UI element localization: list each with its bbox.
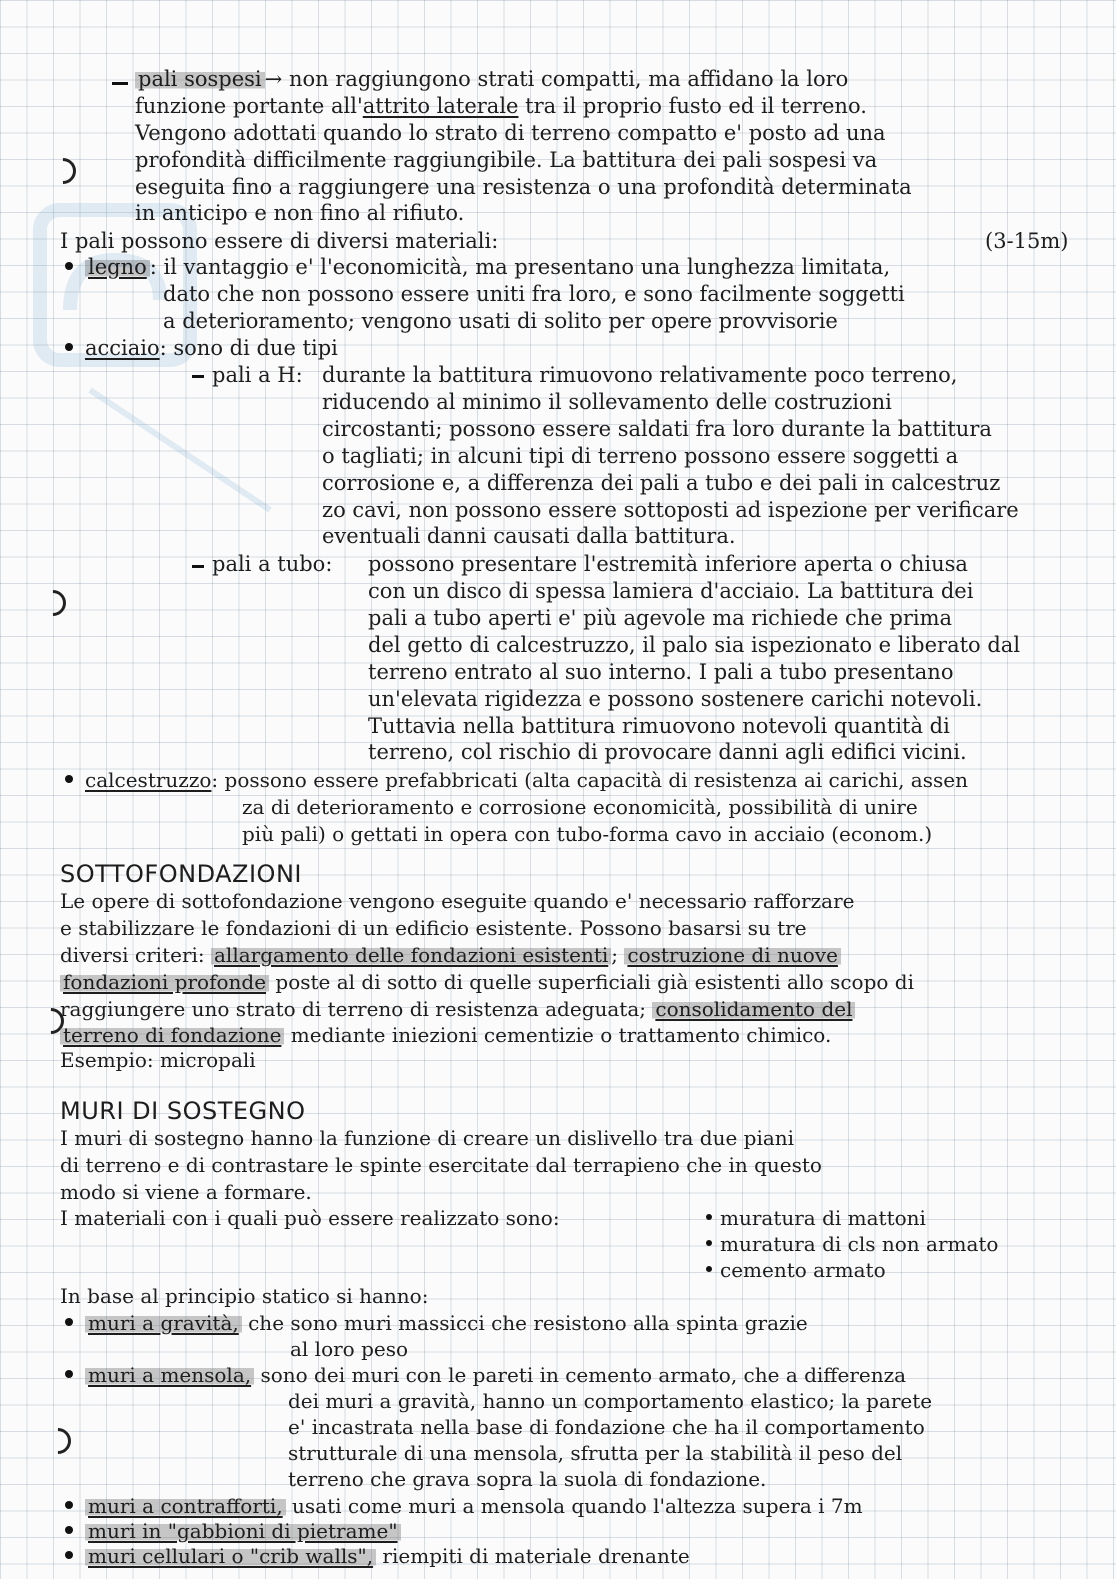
material-item: cemento armato <box>720 1258 886 1282</box>
text-line: dato che non possono essere uniti fra loro, e sono facilmente soggetti <box>163 282 905 306</box>
bullet-icon <box>65 1370 73 1378</box>
text-line <box>85 1518 401 1544</box>
text-line <box>60 1022 831 1048</box>
text-line: e stabilizzare le fondazioni di un edificio esistente. Possono basarsi su tre <box>60 916 807 940</box>
text-line: o tagliati; in alcuni tipi di terreno possono essere soggetti a <box>322 444 959 468</box>
text: tra il proprio fusto ed il terreno. <box>518 94 867 118</box>
text-line: eseguita fino a raggiungere una resistenza o una profondità determinata <box>135 175 912 199</box>
text-line <box>85 335 338 361</box>
term-calcestruzzo: calcestruzzo <box>85 768 212 792</box>
text-line: modo si viene a formare. <box>60 1180 312 1204</box>
text-line <box>85 1493 863 1519</box>
text-line: durante la battitura rimuovono relativamente poco terreno, <box>322 363 958 387</box>
text-line: za di deterioramento e corrosione economicità, possibilità di unire <box>242 795 918 819</box>
criterio-terreno-fondazione: terreno di fondazione <box>60 1023 284 1047</box>
bullet-icon <box>65 343 73 351</box>
text-line: strutturale di una mensola, sfrutta per la stabilità il peso del <box>288 1441 903 1465</box>
criterio-consolidamento: consolidamento del <box>652 997 855 1021</box>
text-line: Tuttavia nella battitura rimuovono notevoli quantità di <box>368 714 950 738</box>
text-line: eventuali danni causati dalla battitura. <box>322 524 736 548</box>
text-line <box>85 1310 808 1336</box>
material-item: muratura di cls non armato <box>720 1232 999 1256</box>
text: ; <box>611 943 625 967</box>
text-line: riducendo al minimo il sollevamento delle costruzioni <box>322 390 892 414</box>
term-legno: legno <box>85 255 150 279</box>
text: funzione portante all' <box>135 94 363 118</box>
text: non raggiungono strati compatti, ma affidano la loro <box>288 67 849 91</box>
sub-label: pali a H: <box>212 363 303 387</box>
text-line: profondità difficilmente raggiungibile. La battitura dei pali sospesi va <box>135 148 878 172</box>
text-line <box>135 66 848 92</box>
text-line: circostanti; possono essere saldati fra loro durante la battitura <box>322 417 992 441</box>
binder-ring-icon <box>45 153 82 190</box>
text: : possono essere prefabbricati (alta capacità di resistenza ai carichi, assen <box>211 768 968 792</box>
bullet-icon <box>65 1526 73 1534</box>
text-line: dei muri a gravità, hanno un comportamento elastico; la parete <box>288 1389 933 1413</box>
text-line: e' incastrata nella base di fondazione che ha il comportamento <box>288 1415 925 1439</box>
text: : sono di due tipi <box>159 336 338 360</box>
text-line <box>60 996 855 1022</box>
bullet-icon <box>706 1214 712 1220</box>
section-title-sottofondazioni: SOTTOFONDAZIONI <box>60 860 302 888</box>
text-line: I muri di sostegno hanno la funzione di creare un dislivello tra due piani <box>60 1126 795 1150</box>
text-line <box>85 1362 906 1388</box>
depth-range: (3-15m) <box>985 229 1069 253</box>
text: sono dei muri con le pareti in cemento armato, che a differenza <box>254 1363 907 1387</box>
dash-marker <box>192 565 204 568</box>
text-line: Le opere di sottofondazione vengono eseguite quando e' necessario rafforzare <box>60 889 855 913</box>
bullet-icon <box>65 775 73 783</box>
binder-ring-icon <box>35 585 72 622</box>
term-attrito-laterale: attrito laterale <box>362 94 519 118</box>
dash-marker <box>192 375 204 378</box>
term-muri-mensola: muri a mensola, <box>85 1363 254 1387</box>
term-muri-gabbioni: muri in "gabbioni di pietrame" <box>85 1519 401 1543</box>
sub-label: pali a tubo: <box>212 552 333 576</box>
material-item: muratura di mattoni <box>720 1206 926 1230</box>
text-line: possono presentare l'estremità inferiore aperta o chiusa <box>368 552 968 576</box>
text: che sono muri massicci che resistono alla spinta grazie <box>241 1311 808 1335</box>
arrow-icon: → <box>264 67 283 91</box>
text-line: a deterioramento; vengono usati di solito per opere provvisorie <box>163 309 838 333</box>
text-line: terreno entrato al suo interno. I pali a tubo presentano <box>368 660 954 684</box>
text: diversi criteri: <box>60 943 211 967</box>
text: raggiungere uno strato di terreno di resistenza adeguata; <box>60 997 653 1021</box>
text-line: I pali possono essere di diversi materiali: <box>60 229 499 253</box>
text-line: zo cavi, non possono essere sottoposti ad ispezione per verificare <box>322 498 1019 522</box>
text-line <box>60 969 914 995</box>
text-line <box>85 767 968 793</box>
text-line: corrosione e, a differenza dei pali a tubo e dei pali in calcestruz <box>322 471 1001 495</box>
text: riempiti di materiale drenante <box>376 1544 690 1568</box>
text-line <box>135 93 867 119</box>
section-title-muri: MURI DI SOSTEGNO <box>60 1097 306 1125</box>
text: mediante iniezioni cementizie o trattamento chimico. <box>284 1023 832 1047</box>
text-line <box>60 942 841 968</box>
term-muri-contrafforti: muri a contrafforti, <box>85 1494 286 1518</box>
text: usati come muri a mensola quando l'altezza supera i 7m <box>285 1494 863 1518</box>
term-pali-sospesi: pali sospesi <box>135 67 265 91</box>
text-line: Esempio: micropali <box>60 1048 256 1072</box>
text-line: al loro peso <box>290 1337 409 1361</box>
text-line: terreno che grava sopra la suola di fondazione. <box>288 1467 767 1491</box>
text-line: in anticipo e non fino al rifiuto. <box>135 201 465 225</box>
text-line: pali a tubo aperti e' più agevole ma richiede che prima <box>368 606 953 630</box>
bullet-icon <box>65 1501 73 1509</box>
text: poste al di sotto di quelle superficiali già esistenti allo scopo di <box>269 970 914 994</box>
bullet-icon <box>65 262 73 270</box>
criterio-allargamento: allargamento delle fondazioni esistenti <box>211 943 611 967</box>
text-line <box>85 1543 690 1569</box>
term-muri-cellulari: muri cellulari o "crib walls", <box>85 1544 376 1568</box>
text-line: un'elevata rigidezza e possono sostenere carichi notevoli. <box>368 687 983 711</box>
text-line: di terreno e di contrastare le spinte esercitate dal terrapieno che in questo <box>60 1153 822 1177</box>
criterio-nuove-fondazioni: costruzione di nuove <box>624 943 841 967</box>
text-line: più pali) o gettati in opera con tubo-forma cavo in acciaio (econom.) <box>242 822 933 846</box>
text-line: del getto di calcestruzzo, il palo sia ispezionato e liberato dal <box>368 633 1021 657</box>
text-line: con un disco di spessa lamiera d'acciaio. La battitura dei <box>368 579 974 603</box>
term-acciaio: acciaio <box>85 336 160 360</box>
criterio-fondazioni-profonde: fondazioni profonde <box>60 970 269 994</box>
binder-ring-icon <box>40 1423 77 1460</box>
bullet-icon <box>65 1318 73 1326</box>
dash-marker <box>112 82 128 85</box>
text-line: I materiali con i quali può essere realizzato sono: <box>60 1206 560 1230</box>
bullet-icon <box>65 1551 73 1559</box>
text-line: Vengono adottati quando lo strato di terreno compatto e' posto ad una <box>135 121 886 145</box>
text-line: In base al principio statico si hanno: <box>60 1284 429 1308</box>
bullet-icon <box>706 1240 712 1246</box>
text-line: terreno, col rischio di provocare danni agli edifici vicini. <box>368 740 967 764</box>
text: : il vantaggio e' l'economicità, ma presentano una lunghezza limitata, <box>149 255 891 279</box>
text-line <box>85 254 890 280</box>
bullet-icon <box>706 1266 712 1272</box>
term-muri-gravita: muri a gravità, <box>85 1311 242 1335</box>
